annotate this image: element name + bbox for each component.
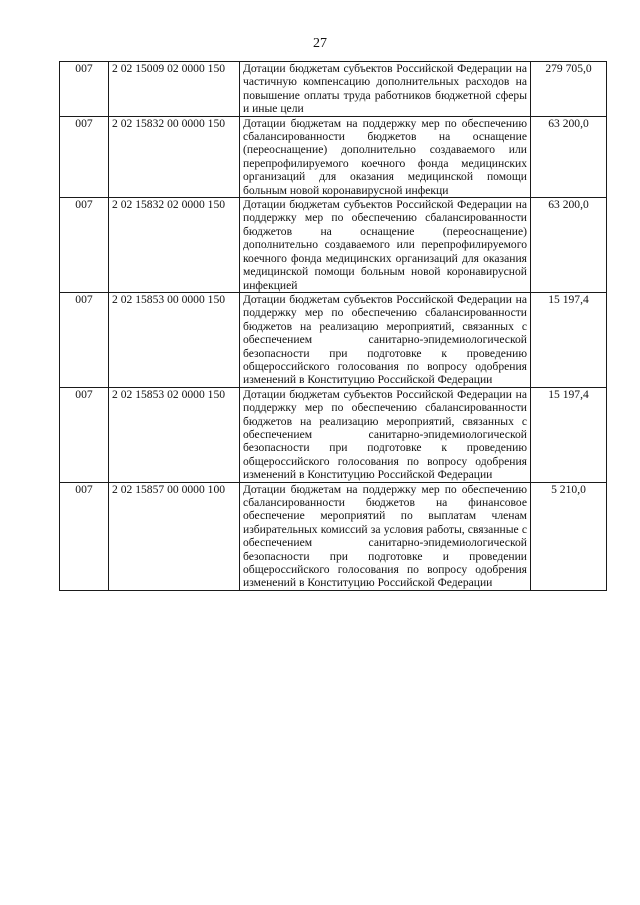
budget-classification-code-cell: 2 02 15832 02 0000 150: [109, 198, 240, 293]
amount-cell: 15 197,4: [531, 387, 607, 482]
table-row: [60, 198, 607, 293]
budget-classification-code-cell: 2 02 15857 00 0000 100: [109, 482, 240, 590]
budget-classification-code-cell: 2 02 15832 00 0000 150: [109, 116, 240, 197]
revenue-name-cell: Дотации бюджетам субъектов Российской Федерации на поддержку мер по обеспечению сбалансированности бюджетов на реализацию мероприятий, связанных с обеспечением санитарно-эпидемиологической безопасности при подготовке к проведению общероссийского голосования по вопросу одобрения изменений в Конституцию Российской Федерации: [240, 387, 531, 482]
ministry-code-cell: 007: [60, 116, 109, 197]
table-row: [60, 116, 607, 197]
revenue-name-cell: Дотации бюджетам на поддержку мер по обеспечению сбалансированности бюджетов на оснащение (переоснащение) дополнительно создаваемого или перепрофилируемого коечного фонда медицинских организаций для оказания медицинской помощи больным новой коронавирусной инфекци: [240, 116, 531, 197]
ministry-code-cell: 007: [60, 482, 109, 590]
revenue-name-cell: Дотации бюджетам субъектов Российской Федерации на поддержку мер по обеспечению сбалансированности бюджетов на реализацию мероприятий, связанных с обеспечением санитарно-эпидемиологической безопасности при подготовке к проведению общероссийского голосования по вопросу одобрения изменений в Конституцию Российской Федерации: [240, 292, 531, 387]
budget-classification-code-cell: 2 02 15853 02 0000 150: [109, 387, 240, 482]
amount-cell: 15 197,4: [531, 292, 607, 387]
amount-cell: 279 705,0: [531, 62, 607, 117]
amount-cell: 5 210,0: [531, 482, 607, 590]
page-number: 27: [313, 36, 327, 51]
budget-classification-code-cell: 2 02 15009 02 0000 150: [109, 62, 240, 117]
ministry-code-cell: 007: [60, 387, 109, 482]
ministry-code-cell: 007: [60, 198, 109, 293]
table-row: [60, 62, 607, 117]
budget-classification-code-cell: 2 02 15853 00 0000 150: [109, 292, 240, 387]
ministry-code-cell: 007: [60, 62, 109, 117]
table-row: [60, 387, 607, 482]
ministry-code-cell: 007: [60, 292, 109, 387]
amount-cell: 63 200,0: [531, 198, 607, 293]
table-row: [60, 292, 607, 387]
table-row: [60, 482, 607, 590]
amount-cell: 63 200,0: [531, 116, 607, 197]
revenue-name-cell: Дотации бюджетам на поддержку мер по обеспечению сбалансированности бюджетов на финансовое обеспечение мероприятий по выплатам членам избирательных комиссий за условия работы, связанные с обеспечением санитарно-эпидемиологической безопасности при подготовке и проведении общероссийского голосования по вопросу одобрения изменений в Конституцию Российской Федерации: [240, 482, 531, 590]
revenue-name-cell: Дотации бюджетам субъектов Российской Федерации на частичную компенсацию дополнительных расходов на повышение оплаты труда работников бюджетной сферы и иные цели: [240, 62, 531, 117]
revenue-name-cell: Дотации бюджетам субъектов Российской Федерации на поддержку мер по обеспечению сбалансированности бюджетов на оснащение (переоснащение) дополнительно создаваемого или перепрофилируемого коечного фонда медицинских организаций для оказания медицинской помощи больным новой коронавирусной инфекцией: [240, 198, 531, 293]
budget-table: [59, 61, 607, 591]
